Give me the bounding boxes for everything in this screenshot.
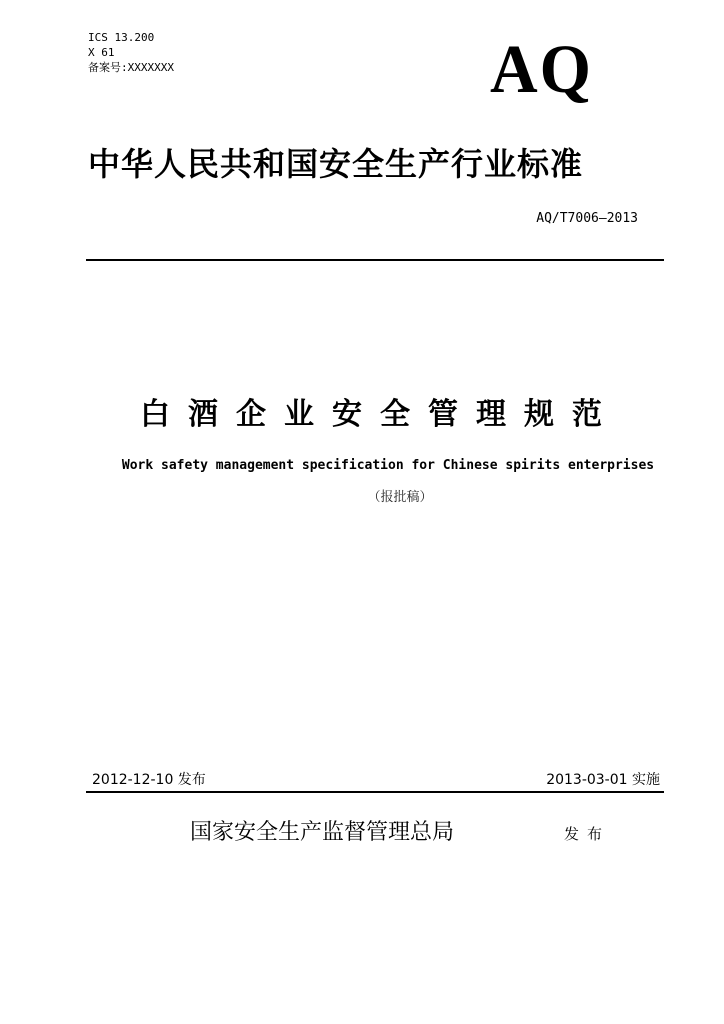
publish-label: 发布 — [564, 825, 611, 843]
aq-logo: AQ — [490, 31, 593, 108]
header-divider — [86, 259, 664, 261]
footer-divider — [86, 791, 664, 793]
draft-status-note: （报批稿） — [367, 490, 433, 505]
issue-date: 2012-12-10 发布 — [92, 772, 206, 788]
ics-code: ICS 13.200 — [88, 31, 155, 44]
document-title-cn: 白酒企业安全管理规范 — [140, 397, 620, 432]
standard-category-title: 中华人民共和国安全生产行业标准 — [88, 145, 584, 183]
issuing-authority: 国家安全生产监督管理总局 — [190, 820, 455, 845]
implementation-date: 2013-03-01 实施 — [546, 772, 660, 788]
document-title-en: Work safety management specification for Chinese spirits enterprises — [121, 458, 655, 473]
filing-number: 备案号:XXXXXXX — [88, 61, 174, 74]
standard-code: AQ/T7006—2013 — [536, 211, 638, 226]
metadata-block — [88, 30, 174, 75]
classification-code: X 61 — [88, 46, 115, 59]
